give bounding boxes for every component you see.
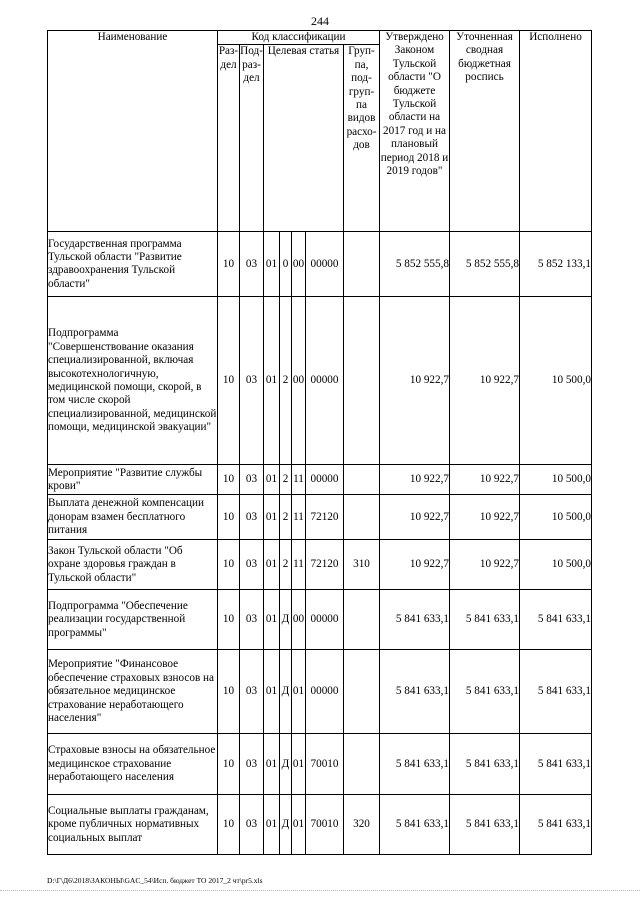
row-refined: 5 841 633,1 <box>450 650 520 734</box>
row-refined: 10 922,7 <box>450 540 520 590</box>
row-approved: 5 841 633,1 <box>380 650 450 734</box>
row-expense-group <box>344 232 380 297</box>
row-executed: 5 841 633,1 <box>520 734 592 795</box>
row-target-article-part2: 2 <box>280 465 292 495</box>
row-executed: 10 500,0 <box>520 540 592 590</box>
row-target-article-part4: 70010 <box>306 734 344 795</box>
row-section: 10 <box>218 795 240 855</box>
page-edge-line <box>0 890 640 891</box>
row-expense-group <box>344 734 380 795</box>
row-section: 10 <box>218 465 240 495</box>
header-name: Наименование <box>48 31 218 232</box>
header-expense-group: Груп-па, под-груп-па видов расхо-дов <box>344 45 380 232</box>
budget-table <box>47 30 592 855</box>
row-target-article-part4: 00000 <box>306 297 344 465</box>
row-target-article-part4: 72120 <box>306 495 344 540</box>
row-target-article-part1: 01 <box>264 540 280 590</box>
row-expense-group: 310 <box>344 540 380 590</box>
row-target-article-part2: Д <box>280 590 292 650</box>
header-executed: Исполнено <box>520 31 592 232</box>
header-subsection: Под-раз-дел <box>240 45 264 232</box>
file-path-footer: D:\Г\Д6\2018\ЗАКОНЫ\GAC_54\Исп. бюджет ТО 2017_2 чт\pr5.xls <box>47 876 263 885</box>
row-expense-group <box>344 495 380 540</box>
row-approved: 10 922,7 <box>380 465 450 495</box>
row-name: Мероприятие "Финансовое обеспечение страховых взносов на обязательное медицинское страхование неработающего населения" <box>48 650 218 734</box>
row-subsection: 03 <box>240 734 264 795</box>
header-target-article: Целевая статья <box>264 45 344 232</box>
row-target-article-part2: 2 <box>280 495 292 540</box>
row-expense-group <box>344 650 380 734</box>
row-target-article-part4: 00000 <box>306 590 344 650</box>
row-target-article-part1: 01 <box>264 297 280 465</box>
row-approved: 10 922,7 <box>380 495 450 540</box>
row-target-article-part1: 01 <box>264 232 280 297</box>
row-section: 10 <box>218 650 240 734</box>
row-target-article-part2: Д <box>280 795 292 855</box>
row-section: 10 <box>218 297 240 465</box>
row-refined: 10 922,7 <box>450 495 520 540</box>
row-executed: 5 852 133,1 <box>520 232 592 297</box>
header-refined: Уточненная сводная бюджетная роспись <box>450 31 520 232</box>
row-target-article-part1: 01 <box>264 650 280 734</box>
row-target-article-part3: 01 <box>292 650 306 734</box>
table-row <box>48 590 592 650</box>
row-name: Закон Тульской области "Об охране здоровья граждан в Тульской области" <box>48 540 218 590</box>
row-refined: 5 841 633,1 <box>450 795 520 855</box>
row-target-article-part2: Д <box>280 650 292 734</box>
row-target-article-part3: 11 <box>292 495 306 540</box>
table-row <box>48 795 592 855</box>
row-name: Страховые взносы на обязательное медицинское страхование неработающего населения <box>48 734 218 795</box>
row-name: Государственная программа Тульской области "Развитие здравоохранения Тульской области" <box>48 232 218 297</box>
row-approved: 10 922,7 <box>380 540 450 590</box>
table-row <box>48 650 592 734</box>
row-target-article-part4: 72120 <box>306 540 344 590</box>
row-approved: 5 841 633,1 <box>380 795 450 855</box>
row-refined: 10 922,7 <box>450 465 520 495</box>
row-name: Выплата денежной компенсации донорам взамен бесплатного питания <box>48 495 218 540</box>
row-target-article-part1: 01 <box>264 590 280 650</box>
row-subsection: 03 <box>240 297 264 465</box>
row-target-article-part1: 01 <box>264 795 280 855</box>
row-approved: 5 841 633,1 <box>380 590 450 650</box>
row-section: 10 <box>218 495 240 540</box>
row-subsection: 03 <box>240 540 264 590</box>
row-target-article-part2: 2 <box>280 540 292 590</box>
row-executed: 10 500,0 <box>520 297 592 465</box>
row-refined: 5 841 633,1 <box>450 590 520 650</box>
row-executed: 10 500,0 <box>520 495 592 540</box>
row-executed: 5 841 633,1 <box>520 590 592 650</box>
row-subsection: 03 <box>240 465 264 495</box>
row-section: 10 <box>218 590 240 650</box>
row-executed: 5 841 633,1 <box>520 650 592 734</box>
row-expense-group <box>344 297 380 465</box>
row-subsection: 03 <box>240 650 264 734</box>
row-subsection: 03 <box>240 590 264 650</box>
table-row <box>48 232 592 297</box>
row-expense-group <box>344 590 380 650</box>
row-subsection: 03 <box>240 495 264 540</box>
row-approved: 10 922,7 <box>380 297 450 465</box>
row-refined: 10 922,7 <box>450 297 520 465</box>
row-target-article-part2: 0 <box>280 232 292 297</box>
row-executed: 5 841 633,1 <box>520 795 592 855</box>
row-executed: 10 500,0 <box>520 465 592 495</box>
header-classification: Код классификации <box>218 31 380 45</box>
row-approved: 5 852 555,8 <box>380 232 450 297</box>
page-number: 244 <box>311 14 329 28</box>
row-section: 10 <box>218 734 240 795</box>
row-target-article-part1: 01 <box>264 734 280 795</box>
row-name: Подпрограмма "Совершенствование оказания специализированной, включая высокотехнологичную, медицинской помощи, скорой, в том числе скорой специализированной, медицинской помощи, медицинской эвакуации" <box>48 297 218 465</box>
row-section: 10 <box>218 540 240 590</box>
row-subsection: 03 <box>240 795 264 855</box>
row-expense-group: 320 <box>344 795 380 855</box>
header-approved: Утверждено Законом Тульской области "О бюджете Тульской области на 2017 год и на плановый период 2018 и 2019 годов" <box>380 31 450 232</box>
row-target-article-part3: 00 <box>292 232 306 297</box>
row-name: Социальные выплаты гражданам, кроме публичных нормативных социальных выплат <box>48 795 218 855</box>
row-target-article-part1: 01 <box>264 495 280 540</box>
row-refined: 5 852 555,8 <box>450 232 520 297</box>
row-target-article-part3: 00 <box>292 297 306 465</box>
row-section: 10 <box>218 232 240 297</box>
row-target-article-part3: 01 <box>292 795 306 855</box>
table-row <box>48 297 592 465</box>
row-subsection: 03 <box>240 232 264 297</box>
row-name: Мероприятие "Развитие службы крови" <box>48 465 218 495</box>
row-expense-group <box>344 465 380 495</box>
row-target-article-part2: 2 <box>280 297 292 465</box>
row-target-article-part3: 11 <box>292 540 306 590</box>
row-target-article-part4: 70010 <box>306 795 344 855</box>
row-target-article-part4: 00000 <box>306 650 344 734</box>
row-refined: 5 841 633,1 <box>450 734 520 795</box>
row-target-article-part3: 11 <box>292 465 306 495</box>
row-target-article-part3: 01 <box>292 734 306 795</box>
row-approved: 5 841 633,1 <box>380 734 450 795</box>
row-target-article-part4: 00000 <box>306 465 344 495</box>
row-target-article-part4: 00000 <box>306 232 344 297</box>
row-name: Подпрограмма "Обеспечение реализации государственной программы" <box>48 590 218 650</box>
row-target-article-part2: Д <box>280 734 292 795</box>
table-row <box>48 465 592 495</box>
header-section: Раз-дел <box>218 45 240 232</box>
table-row <box>48 540 592 590</box>
row-target-article-part1: 01 <box>264 465 280 495</box>
table-row <box>48 734 592 795</box>
table-row <box>48 495 592 540</box>
row-target-article-part3: 00 <box>292 590 306 650</box>
